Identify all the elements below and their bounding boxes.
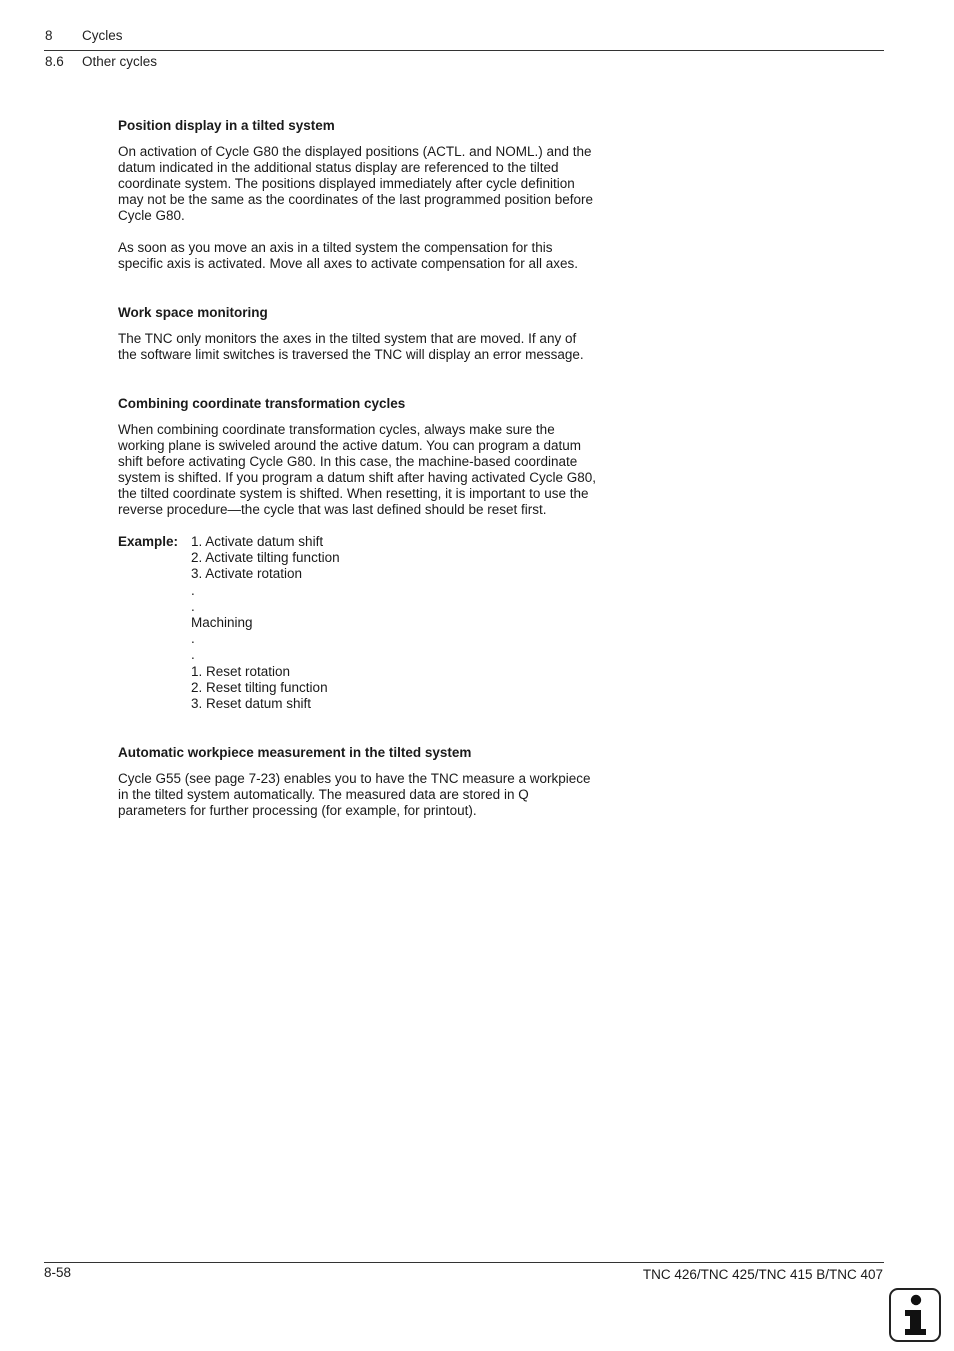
example-block	[118, 534, 598, 712]
example-step: .	[191, 598, 195, 614]
section-title: Other cycles	[82, 54, 158, 69]
paragraph: When combining coordinate transformation cycles, always make sure the working plane is swiveled around the active datum. You can program a datum shift before activating Cycle G80. In this case, the machine-based coordinate system is shifted. If you program a datum shift after having activated Cycle G80, the tilted coordinate system is shifted. When resetting, it is important to use the reverse procedure—the cycle that was last defined should be reset first.	[118, 422, 596, 517]
page-number: 8-58	[44, 1265, 72, 1280]
example-step: .	[191, 582, 195, 598]
paragraph: Cycle G55 (see page 7-23) enables you to have the TNC measure a workpiece in the tilted system automatically. The measured data are stored in Q parameters for further processing (for example, for printout).	[118, 771, 591, 819]
section-heading-automatic-measurement: Automatic workpiece measurement in the tilted system	[118, 745, 472, 761]
paragraph: The TNC only monitors the axes in the tilted system that are moved. If any of the software limit switches is traversed the TNC will display an error message.	[118, 331, 584, 362]
example-step: Machining	[191, 615, 253, 631]
header-section	[45, 54, 157, 69]
footer-rule	[44, 1262, 884, 1263]
section-number: 8.6	[45, 54, 64, 69]
example-step: 1. Reset rotation	[191, 663, 291, 679]
main-content	[118, 118, 598, 835]
section-heading-position-display: Position display in a tilted system	[118, 118, 335, 133]
header-chapter	[45, 28, 123, 43]
spacer	[118, 379, 598, 396]
example-steps	[191, 534, 340, 712]
info-icon	[889, 1288, 941, 1342]
example-step: .	[191, 647, 195, 663]
example-step: 1. Activate datum shift	[191, 534, 324, 549]
section-heading-work-space: Work space monitoring	[118, 305, 268, 320]
example-label: Example:	[118, 534, 179, 549]
section-heading-combining: Combining coordinate transformation cycles	[118, 396, 406, 411]
example-step: 3. Reset datum shift	[191, 696, 312, 712]
example-step: .	[191, 631, 195, 647]
spacer	[118, 288, 598, 305]
paragraph: On activation of Cycle G80 the displayed positions (ACTL. and NOML.) and the datum indicated in the additional status display are referenced to the tilted coordinate system. The positions displayed immediately after cycle definition may not be the same as the coordinates of the last programmed position before Cycle G80.	[118, 144, 594, 223]
paragraph: As soon as you move an axis in a tilted system the compensation for this specific axis is activated. Move all axes to activate compensation for all axes.	[118, 240, 578, 271]
example-step: 2. Reset tilting function	[191, 679, 328, 695]
chapter-title: Cycles	[82, 28, 123, 43]
spacer	[118, 728, 598, 745]
example-step: 2. Activate tilting function	[191, 550, 340, 566]
header-rule	[44, 50, 884, 51]
example-step: 3. Activate rotation	[191, 566, 303, 582]
chapter-number: 8	[45, 28, 53, 43]
footer-models: TNC 426/TNC 425/TNC 415 B/TNC 407	[642, 1267, 883, 1282]
